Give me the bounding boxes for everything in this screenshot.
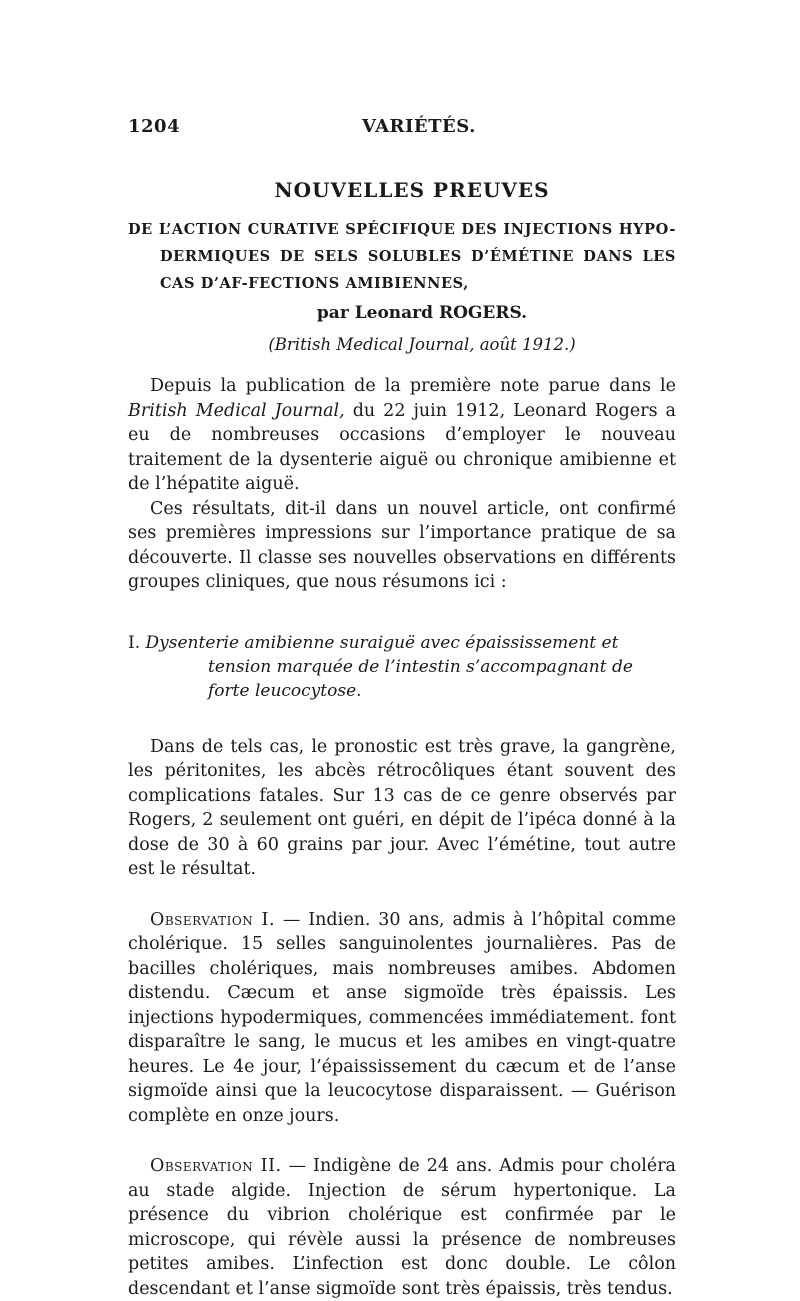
page [128,110,676,1301]
page-number: 1204 [128,116,181,137]
article-author: par Leonard ROGERS. [316,303,528,323]
observation-1-label: Observation I. [150,909,276,930]
intro-text-after: du 22 juin 1912, Leonard Rogers a eu de nombreuses occasions d’employer le nouveau traitement de la dysenterie aiguë ou chronique amibienne et de l’hépatite aiguë. [128,400,676,494]
section-heading-text: Dysenterie amibienne suraiguë avec épaississement et tension marquée de l’intestin s’accompagnant de forte leucocytose. [145,632,633,701]
observation-1-text: — Indien. 30 ans, admis à l’hôpital comme cholérique. 15 selles sanguinolentes journalières. Pas de bacilles cholériques, mais nombreuses amibes. Abdomen distendu. Cæcum et anse sigmoïde très épaissis. Les injections hypodermiques, commencées immédiatement. font disparaître le sang, le mucus et les amibes en vingt-quatre heures. Le 4e jour, l’épaississement du cæcum et de l’anse sigmoïde ainsi que la leucocytose disparaissent. — Guérison complète en onze jours. [128,909,676,1126]
article-subtitle: DE L’ACTION CURATIVE SPÉCIFIQUE DES INJECTIONS HYPO-DERMIQUES DE SELS SOLUBLES D’ÉMÉTINE DANS LES CAS D’AF-FECTIONS AMIBIENNES, [128,221,676,292]
classification-paragraph: Ces résultats, dit-il dans un nouvel article, ont confirmé ses premières impressions sur l’importance pratique de sa découverte. Il classe ses nouvelles observations en différents groupes cliniques, que nous résumons ici : [128,498,676,592]
intro-text-before: Depuis la publication de la première note parue dans le [150,376,676,396]
observation-2-text: — Indigène de 24 ans. Admis pour choléra au stade algide. Injection de sérum hypertonique. La présence du vibrion cholérique est confirmée par le microscope, qui révèle aussi la présence de nombreuses petites amibes. L’infection est donc double. Le côlon descendant et l’anse sigmoïde sont très épaissis, très tendus. [128,1156,676,1299]
article-title: NOUVELLES PREUVES [274,178,550,202]
section-heading [128,631,676,703]
observation-2 [128,1154,676,1301]
article-source: (British Medical Journal, août 1912.) [268,335,576,354]
observation-1 [128,908,676,1129]
journal-name: British Medical Journal, [128,400,345,421]
intro-paragraph [128,374,676,497]
section-number: I. [128,632,141,653]
section-title: VARIÉTÉS. [362,116,476,137]
section-paragraph: Dans de tels cas, le pronostic est très grave, la gangrène, les péritonites, les abcès rétrocôliques étant souvent des complications fatales. Sur 13 cas de ce genre observés par Rogers, 2 seulement ont guéri, en dépit de l’ipéca donné à la dose de 30 à 60 grains par jour. Avec l’émétine, tout autre est le résultat. [128,736,676,879]
running-head [128,110,676,138]
observation-2-label: Observation II. [150,1156,282,1176]
